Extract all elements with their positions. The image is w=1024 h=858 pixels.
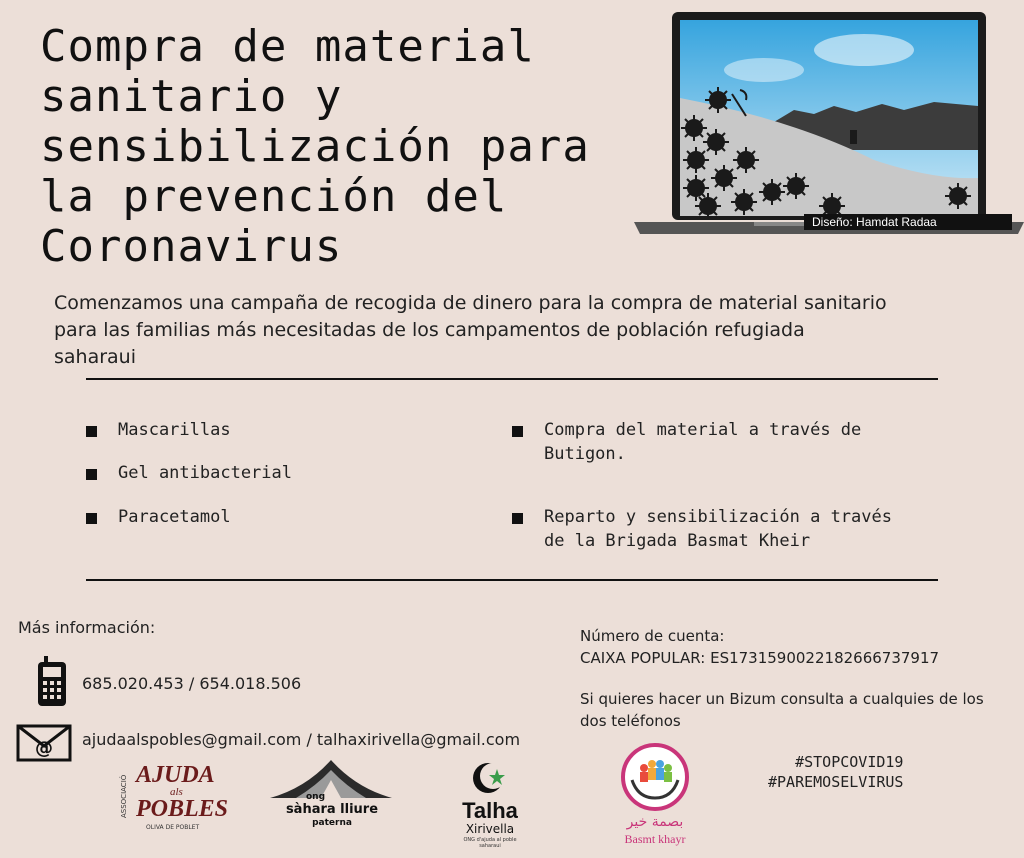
actions-list (512, 418, 952, 558)
top-divider (86, 378, 938, 380)
bizum-line: Si quieres hacer un Bizum consulta a cualquies de los (580, 690, 984, 708)
tent-icon (266, 758, 396, 804)
supplies-list (86, 418, 466, 548)
phone-numbers: 685.020.453 / 654.018.506 (82, 674, 302, 693)
title-line: sanitario y (40, 71, 343, 122)
email-addresses: ajudaalspobles@gmail.com / talhaxirivella@gmail.com (82, 730, 521, 749)
bizum-line: dos teléfonos (580, 712, 681, 730)
illustration-credit: Diseño: Hamdat Radaa (812, 215, 937, 229)
title-line: Compra de material (40, 21, 535, 72)
logo-text: paterna (312, 818, 352, 828)
intro-line: para las familias más necesitadas de los campamentos de población refugiada (54, 319, 805, 341)
logo-text: ONG d'ajuda al poble saharaui (463, 837, 517, 849)
logo-text: Xirivella (465, 822, 515, 836)
phone-icon (36, 656, 68, 708)
more-info-label: Más información: (18, 618, 156, 637)
hands-people-icon (620, 742, 690, 812)
title-line: la prevención del (40, 171, 508, 222)
logo-text: OLIVA DE POBLET (146, 824, 200, 831)
list-item-line: de la Brigada Basmat Kheir (544, 531, 811, 551)
hashtag: #STOPCOVID19 (795, 753, 904, 771)
hashtag: #PAREMOSELVIRUS (768, 773, 904, 791)
logo-text: POBLES (136, 796, 229, 822)
list-item-line: Reparto y sensibilización a través (544, 507, 892, 527)
logo-text: AJUDA (136, 762, 215, 788)
logo-text: ASSOCIACIÓ (120, 774, 128, 818)
intro-line: saharaui (54, 346, 137, 368)
logo-text: als (170, 786, 183, 798)
logo-text: Basmt khayr (624, 832, 686, 846)
title-line: sensibilización para (40, 121, 590, 172)
page-title (40, 22, 680, 272)
logo-text: Talha (462, 798, 518, 823)
bullet-icon (86, 469, 97, 480)
bottom-divider (86, 579, 938, 581)
list-item-line: Butigon. (544, 444, 626, 464)
title-line: Coronavirus (40, 221, 343, 272)
list-item (544, 418, 861, 466)
bank-account (580, 625, 939, 669)
list-item: Paracetamol (118, 507, 231, 527)
bullet-icon (512, 513, 523, 524)
bizum-note (580, 688, 1020, 732)
intro-line: Comenzamos una campaña de recogida de dinero para la compra de material sanitario (54, 292, 887, 314)
bullet-icon (512, 426, 523, 437)
bullet-icon (86, 426, 97, 437)
basmt-khayr-logo (612, 742, 698, 848)
list-item: Gel antibacterial (118, 463, 292, 483)
list-item (544, 505, 892, 553)
svg-text:@: @ (35, 738, 53, 759)
account-number: CAIXA POPULAR: ES1731590022182666737917 (580, 649, 940, 667)
account-label: Número de cuenta: (580, 627, 725, 645)
list-item-line: Compra del material a través de (544, 420, 862, 440)
intro-paragraph (54, 290, 954, 371)
hashtags (768, 752, 903, 792)
list-item: Mascarillas (118, 420, 231, 440)
email-icon (16, 724, 72, 762)
ajuda-als-pobles-logo (120, 762, 230, 832)
logo-text: sàhara lliure (285, 802, 379, 817)
laptop-virus-illustration (634, 10, 1024, 236)
logo-text: بصمة خير (626, 814, 684, 830)
crescent-star-icon (470, 758, 510, 798)
logo-text: ong (306, 792, 326, 802)
sahara-lliure-logo (266, 758, 396, 834)
bullet-icon (86, 513, 97, 524)
talha-xirivella-logo (452, 758, 528, 849)
